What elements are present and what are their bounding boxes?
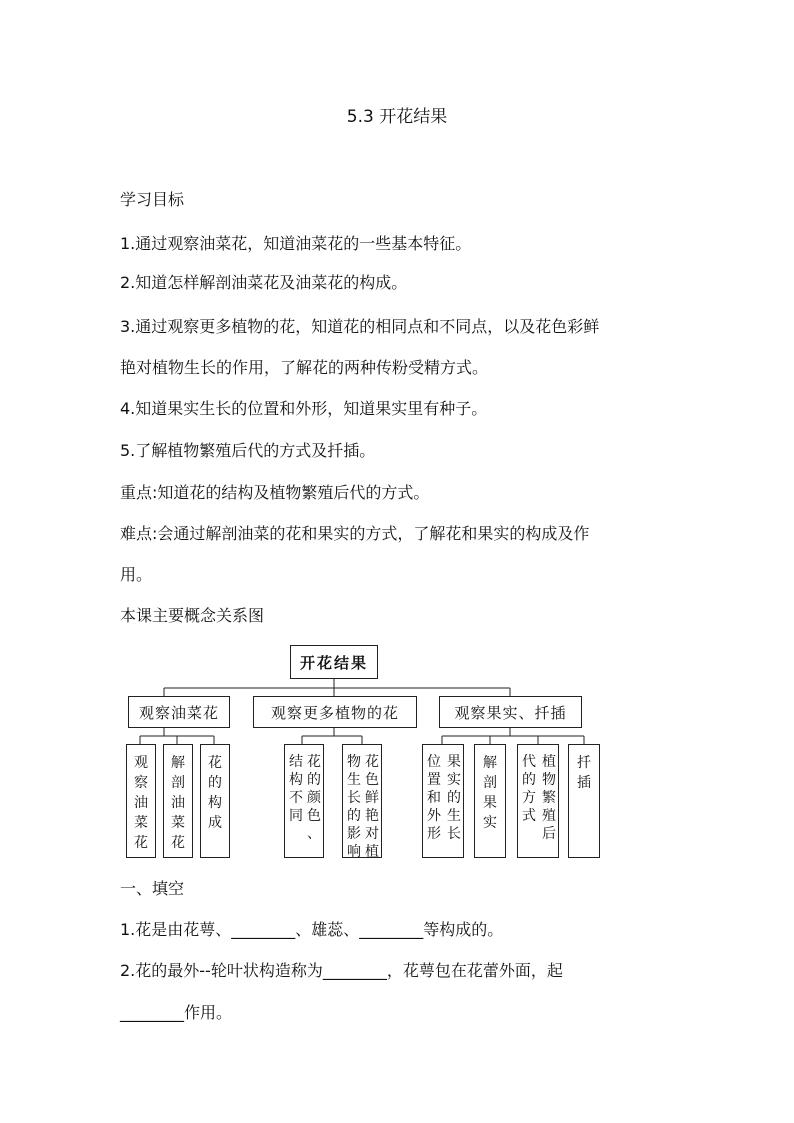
- concept-leaf-node: [517, 744, 559, 858]
- key-point: 重点:知道花的结构及植物繁殖后代的方式。: [120, 483, 430, 502]
- concept-leaf-label: 花的构成: [208, 755, 222, 831]
- concept-leaf-label: 解剖油菜花: [171, 755, 185, 851]
- concept-leaf-label: 解剖果实: [483, 755, 497, 831]
- question-2-continued: ________作用。: [120, 1003, 233, 1022]
- concept-leaf-node: [200, 744, 230, 858]
- vertical-text-column: 花 色 鲜 艳 对 植: [365, 754, 379, 860]
- concept-leaf-node: [422, 744, 464, 858]
- vertical-text-column: 结 构 不 同: [289, 754, 303, 824]
- section-heading-fill: 一、填空: [120, 879, 185, 898]
- concept-leaf-node: [163, 744, 193, 858]
- goal-item-continued: 艳对植物生长的作用，了解花的两种传粉受精方式。: [120, 358, 489, 377]
- concept-branch-node: 观察油菜花: [128, 696, 230, 728]
- section-heading-goals: 学习目标: [120, 190, 185, 209]
- goal-item: 3.通过观察更多植物的花，知道花的相同点和不同点，以及花色彩鲜: [120, 317, 600, 336]
- difficulty-point: 难点:会通过解剖油菜的花和果实的方式，了解花和果实的构成及作: [120, 524, 590, 543]
- difficulty-point-continued: 用。: [120, 565, 153, 584]
- vertical-text-column: 植 物 繁 殖 后: [542, 754, 556, 842]
- concept-branch-node: 观察果实、扦插: [439, 696, 582, 728]
- concept-leaf-label: 扦插: [577, 755, 591, 791]
- concept-leaf-node: [342, 744, 382, 858]
- vertical-text-column: 代 的 方 式: [522, 754, 536, 824]
- goal-item: 5.了解植物繁殖后代的方式及扦插。: [120, 441, 376, 460]
- concept-leaf-node: [126, 744, 156, 858]
- concept-root-node: 开花结果: [290, 645, 378, 679]
- vertical-text-column: 物 生 长 的 影 响: [347, 754, 361, 860]
- vertical-text-column: 果 实 的 生 长: [447, 754, 461, 842]
- concept-leaf-node: [568, 744, 600, 858]
- page-title: 5.3 开花结果: [346, 107, 448, 127]
- goal-item: 4.知道果实生长的位置和外形，知道果实里有种子。: [120, 399, 488, 418]
- vertical-text-column: 花 的 颜 色 、: [307, 754, 321, 842]
- question-1: 1.花是由花萼、________、雄蕊、________等构成的。: [120, 920, 504, 939]
- goal-item: 2.知道怎样解剖油菜花及油菜花的构成。: [120, 273, 408, 292]
- concept-leaf-label: 观察油菜花: [134, 755, 148, 851]
- vertical-text-column: 位 置 和 外 形: [427, 754, 441, 842]
- concept-leaf-node: [284, 744, 324, 858]
- goal-item: 1.通过观察油菜花，知道油菜花的一些基本特征。: [120, 234, 472, 253]
- concept-map-heading: 本课主要概念关系图: [120, 606, 265, 625]
- question-2: 2.花的最外--轮叶状构造称为________，花萼包在花蕾外面，起: [120, 961, 563, 980]
- concept-leaf-node: [474, 744, 506, 858]
- concept-branch-node: 观察更多植物的花: [253, 696, 417, 728]
